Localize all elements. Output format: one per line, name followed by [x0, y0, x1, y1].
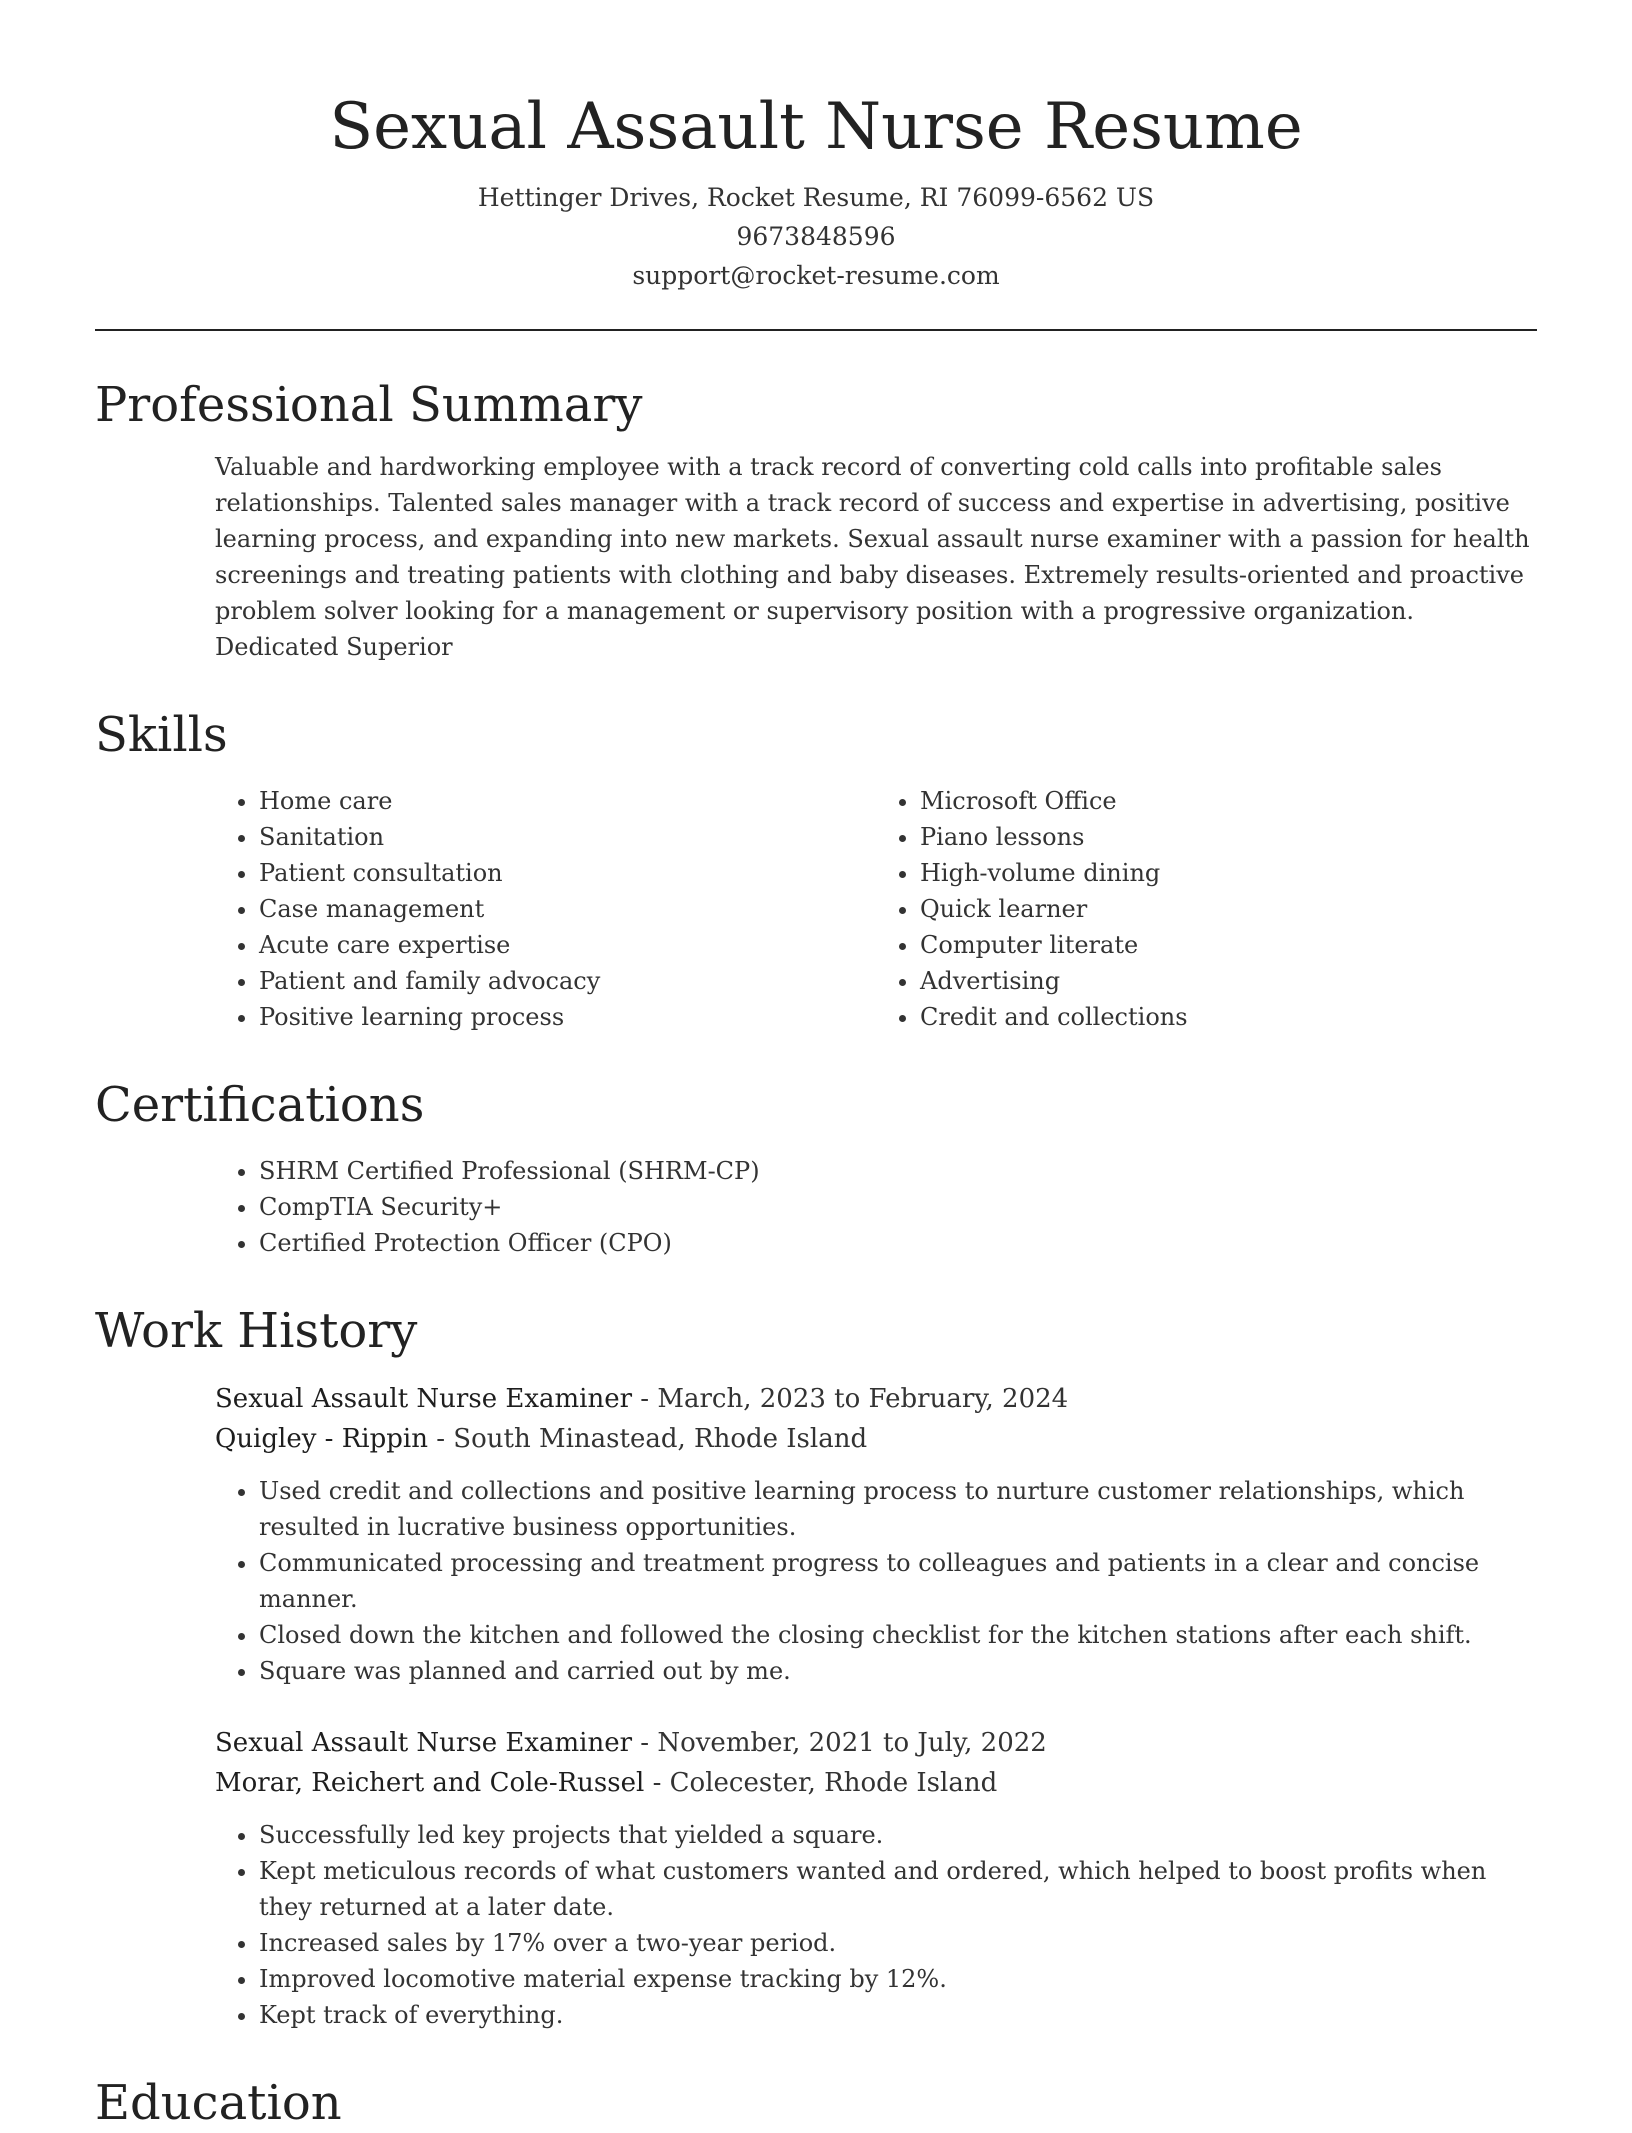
work-history-section: [95, 1301, 1537, 2033]
skill-item: • Microsoft Office: [920, 783, 1537, 819]
skill-item: • Advertising: [920, 963, 1537, 999]
certifications-heading: Certifications: [95, 1077, 425, 1133]
job-bullets: [215, 1473, 1537, 1689]
skill-item: • Quick learner: [920, 891, 1537, 927]
job-role: Sexual Assault Nurse Examiner: [215, 1728, 633, 1758]
resume-header: [95, 0, 1537, 295]
job-location: Colecester, Rhode Island: [669, 1768, 998, 1798]
certification-item: • Certified Protection Officer (CPO): [259, 1225, 1537, 1261]
job-bullet: • Successfully led key projects that yielded a square.: [259, 1817, 1537, 1853]
contact-phone: 9673848596: [736, 222, 896, 251]
job-bullet: • Improved locomotive material expense tracking by 12%.: [259, 1961, 1537, 1997]
skill-item: • Acute care expertise: [259, 927, 876, 963]
skills-list-left: [215, 783, 876, 1035]
header-divider: [95, 329, 1537, 331]
summary-text: Valuable and hardworking employee with a track record of converting cold calls into profitable sales relationships. Talented sales manager with a track record of success and expertise in advertising, positive learning process, and expanding into new markets. Sexual assault nurse examiner with a passion for health screenings and treating patients with clothing and baby diseases. Extremely results-oriented and proactive problem solver looking for a management or supervisory position with a progressive organization. Dedicated Superior: [215, 453, 1530, 661]
education-heading: Education: [95, 2075, 342, 2131]
job-entry: [215, 1379, 1537, 1689]
certification-item: • CompTIA Security+: [259, 1189, 1537, 1225]
page-title: Sexual Assault Nurse Resume: [329, 90, 1303, 164]
job-company-line: Quigley - Rippin - South Minastead, Rhode Island: [215, 1424, 868, 1454]
job-bullet: • Kept meticulous records of what customers wanted and ordered, which helped to boost profits when they returned at a later date.: [259, 1853, 1537, 1925]
job-title-line: Sexual Assault Nurse Examiner - March, 2023 to February, 2024: [215, 1384, 1069, 1414]
job-company: Quigley - Rippin: [215, 1424, 428, 1454]
skill-item: • Home care: [259, 783, 876, 819]
contact-info: [95, 178, 1537, 295]
job-bullet: • Communicated processing and treatment progress to colleagues and patients in a clear and concise manner.: [259, 1545, 1537, 1617]
job-bullet: • Increased sales by 17% over a two-year period.: [259, 1925, 1537, 1961]
skill-item: • Case management: [259, 891, 876, 927]
skills-section: [95, 705, 1537, 1035]
skill-item: • Piano lessons: [920, 819, 1537, 855]
contact-email: support@rocket-resume.com: [632, 261, 1000, 290]
skill-item: • Sanitation: [259, 819, 876, 855]
job-bullet: • Kept track of everything.: [259, 1997, 1537, 2033]
job-role: Sexual Assault Nurse Examiner: [215, 1384, 633, 1414]
job-dates: November, 2021 to July, 2022: [657, 1728, 1047, 1758]
job-bullet: • Used credit and collections and positive learning process to nurture customer relationships, which resulted in lucrative business opportunities.: [259, 1473, 1537, 1545]
summary-heading: Professional Summary: [95, 377, 643, 433]
job-company: Morar, Reichert and Cole-Russel: [215, 1768, 645, 1798]
work-history-heading: Work History: [95, 1303, 418, 1359]
skill-item: • Positive learning process: [259, 999, 876, 1035]
certifications-section: [95, 1075, 1537, 1261]
skill-item: • High-volume dining: [920, 855, 1537, 891]
job-title-line: Sexual Assault Nurse Examiner - November, 2021 to July, 2022: [215, 1728, 1047, 1758]
job-location: South Minastead, Rhode Island: [453, 1424, 868, 1454]
job-company-line: Morar, Reichert and Cole-Russel - Colecester, Rhode Island: [215, 1768, 998, 1798]
job-bullet: • Closed down the kitchen and followed the closing checklist for the kitchen stations after each shift.: [259, 1617, 1537, 1653]
skill-item: • Credit and collections: [920, 999, 1537, 1035]
job-entry: [215, 1723, 1537, 2033]
education-section: [95, 2073, 1537, 2133]
skills-list-right: [876, 783, 1537, 1035]
skills-grid: [215, 783, 1537, 1035]
job-bullets: [215, 1817, 1537, 2033]
skills-heading: Skills: [95, 707, 228, 763]
skill-item: • Patient and family advocacy: [259, 963, 876, 999]
summary-section: [95, 375, 1537, 665]
job-dates: March, 2023 to February, 2024: [657, 1384, 1069, 1414]
skill-item: • Patient consultation: [259, 855, 876, 891]
job-bullet: • Square was planned and carried out by me.: [259, 1653, 1537, 1689]
contact-address: Hettinger Drives, Rocket Resume, RI 76099-6562 US: [477, 183, 1155, 212]
skill-item: • Computer literate: [920, 927, 1537, 963]
certification-item: • SHRM Certified Professional (SHRM-CP): [259, 1153, 1537, 1189]
certifications-list: [215, 1153, 1537, 1261]
